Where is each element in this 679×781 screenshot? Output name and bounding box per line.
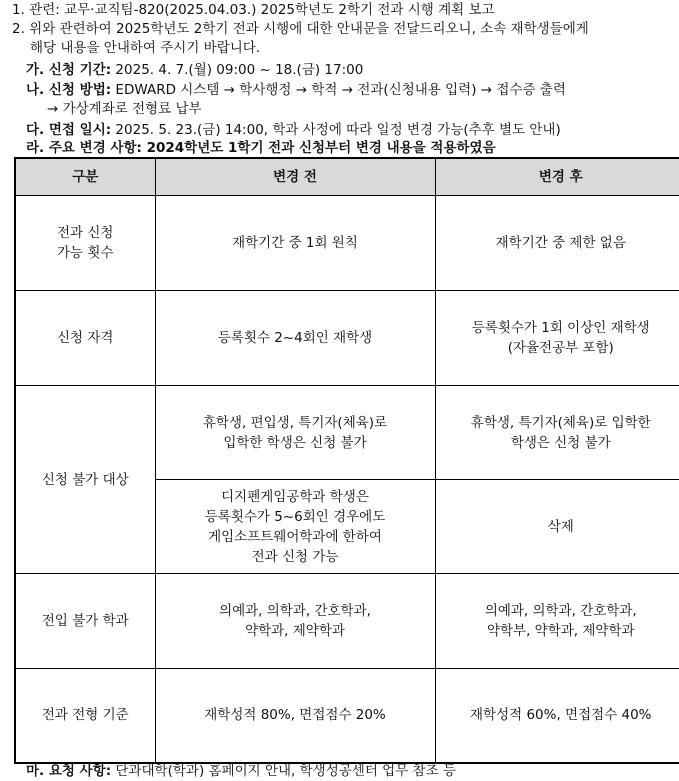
row-category: 전과 전형 기준 xyxy=(15,669,155,763)
row-before: 의예과, 의학과, 간호학과, 약학과, 제약학과 xyxy=(155,574,435,669)
item-ra: 라. 주요 변경 사항: 2024학년도 1학기 전과 신청부터 변경 내용을 적용하였음 xyxy=(26,140,496,156)
item-ma xyxy=(26,762,456,780)
item-na-continued: → 가상계좌로 전형료 납부 xyxy=(47,101,202,117)
header-category: 구분 xyxy=(15,158,155,196)
row-after: 재학기간 중 제한 없음 xyxy=(435,196,679,291)
item-da xyxy=(26,121,561,139)
row-before: 재학성적 80%, 면접점수 20% xyxy=(155,669,435,763)
item-da-value: 2025. 5. 23.(금) 14:00, 학과 사정에 따라 일정 변경 가능(추후 별도 안내) xyxy=(111,122,561,138)
change-table xyxy=(14,157,679,764)
row-after: 등록횟수가 1회 이상인 재학생 (자율전공부 포함) xyxy=(435,291,679,386)
item-ma-value: 단과대학(학과) 홈페이지 안내, 학생성공센터 업무 참조 등 xyxy=(111,763,456,779)
row-before: 휴학생, 편입생, 특기자(체육)로 입학한 학생은 신청 불가 xyxy=(155,386,435,480)
row-before: 디지펜게임공학과 학생은 등록횟수가 5~6회인 경우에도 게임소프트웨어학과에 한하여 전과 신청 가능 xyxy=(155,480,435,574)
item-ga xyxy=(26,61,363,79)
row-after: 재학성적 60%, 면접점수 40% xyxy=(435,669,679,763)
item-na xyxy=(26,81,566,99)
row-after: 휴학생, 특기자(체육)로 입학한 학생은 신청 불가 xyxy=(435,386,679,480)
item-ga-label: 가. 신청 기간: xyxy=(26,62,112,78)
table-header-row xyxy=(15,158,679,196)
item-ga-value: 2025. 4. 7.(월) 09:00 ~ 18.(금) 17:00 xyxy=(111,62,364,78)
table-row xyxy=(15,291,679,386)
row-category: 신청 불가 대상 xyxy=(15,386,155,574)
table-row xyxy=(15,386,679,480)
row-category: 전과 신청 가능 횟수 xyxy=(15,196,155,291)
row-before: 등록횟수 2~4회인 재학생 xyxy=(155,291,435,386)
item-na-label: 나. 신청 방법: xyxy=(26,82,112,98)
item-da-label: 다. 면접 일시: xyxy=(26,122,112,138)
table-row xyxy=(15,669,679,763)
intro-line-2: 2. 위와 관련하여 2025학년도 2학기 전과 시행에 대한 안내문을 전달드리오니, 소속 재학생들에게 xyxy=(12,21,589,37)
header-before: 변경 전 xyxy=(155,158,435,196)
intro-line-2-continued: 해당 내용을 안내하여 주시기 바랍니다. xyxy=(30,40,261,56)
item-na-value: EDWARD 시스템 → 학사행정 → 학적 → 전과(신청내용 입력) → 접수증 출력 xyxy=(111,82,566,98)
table-row xyxy=(15,196,679,291)
header-after: 변경 후 xyxy=(435,158,679,196)
row-category: 전입 불가 학과 xyxy=(15,574,155,669)
row-category: 신청 자격 xyxy=(15,291,155,386)
item-ma-label: 마. 요청 사항: xyxy=(26,763,112,779)
row-before: 재학기간 중 1회 원칙 xyxy=(155,196,435,291)
row-after: 의예과, 의학과, 간호학과, 약학부, 약학과, 제약학과 xyxy=(435,574,679,669)
row-after: 삭제 xyxy=(435,480,679,574)
table-row xyxy=(15,574,679,669)
intro-line-1: 1. 관련: 교무·교직팀-820(2025.04.03.) 2025학년도 2학기 전과 시행 계획 보고 xyxy=(12,2,495,18)
